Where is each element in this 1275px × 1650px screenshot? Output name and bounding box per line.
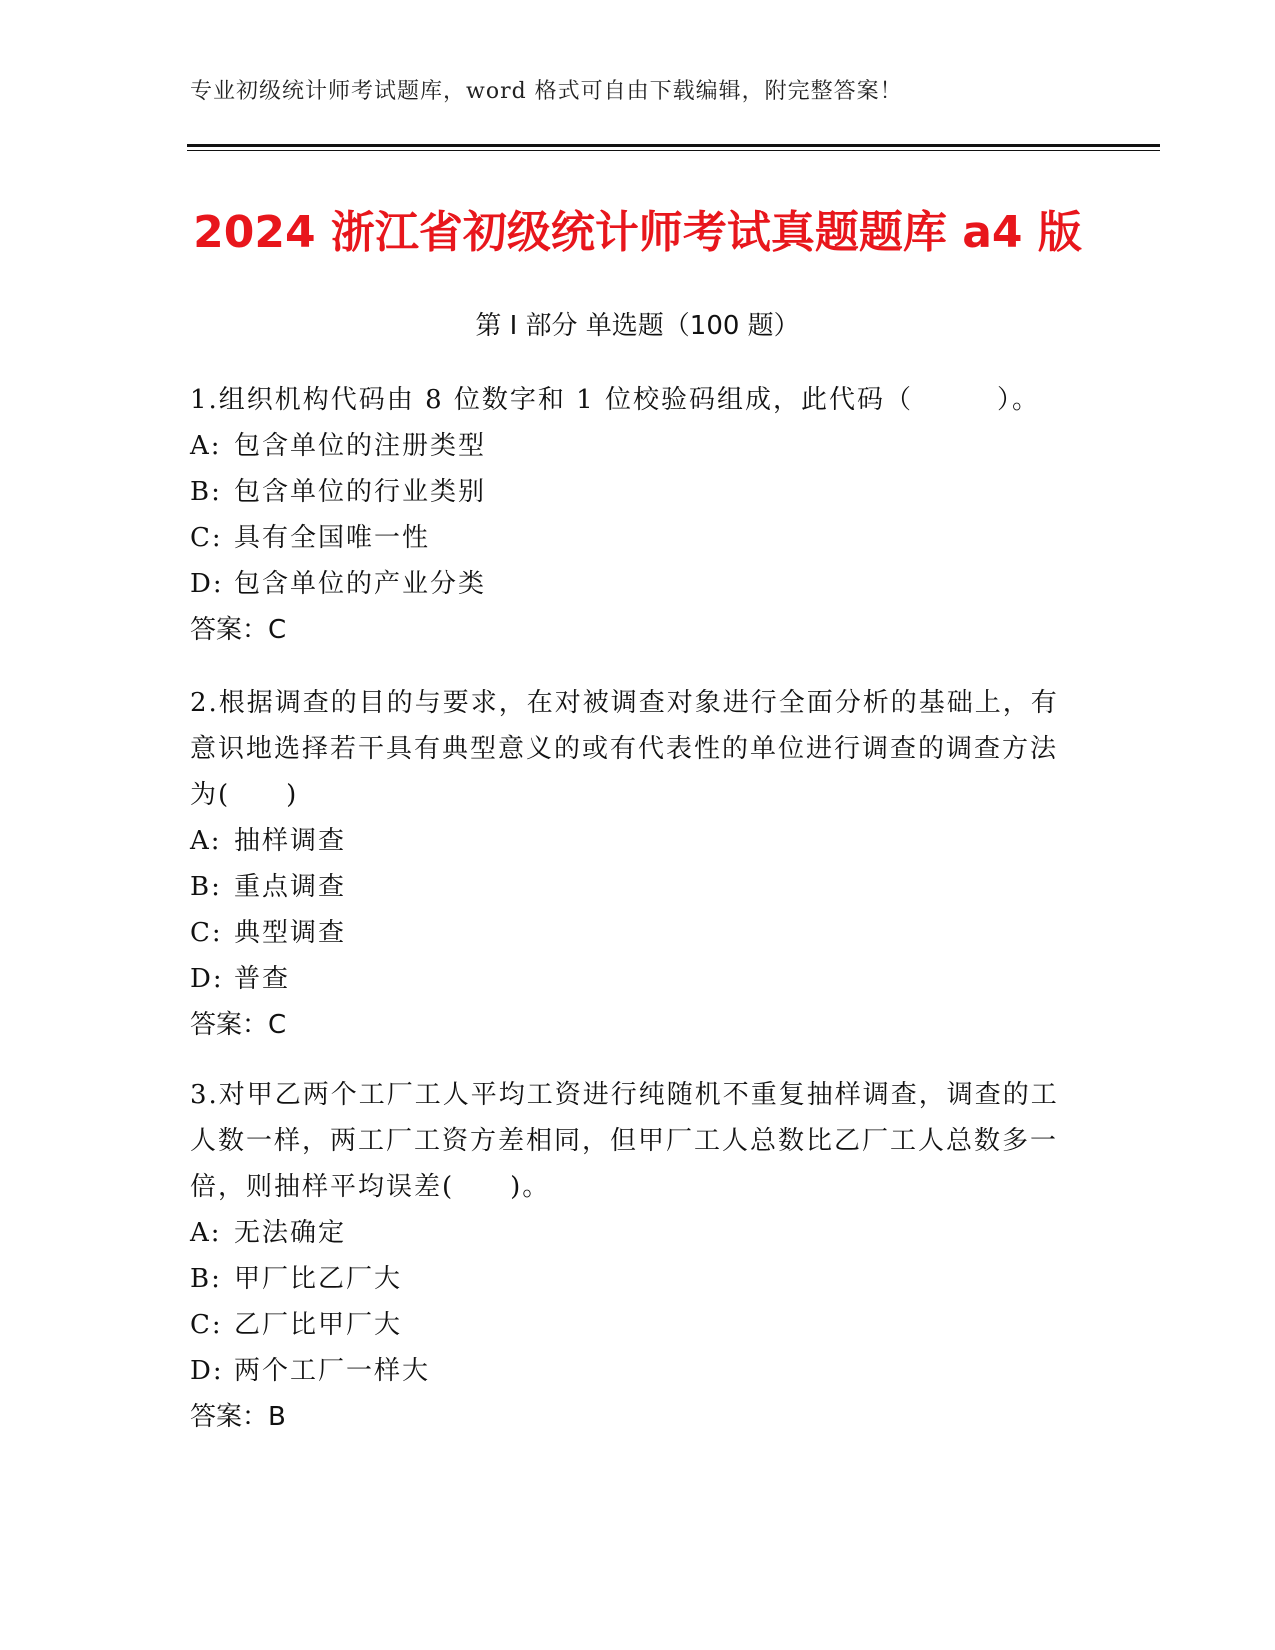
option-letter: C: xyxy=(190,523,223,553)
option-c xyxy=(190,910,1070,956)
option-a xyxy=(190,423,1070,469)
option-text: 重点调查 xyxy=(234,872,347,902)
header-rule-thick xyxy=(187,144,1160,147)
option-d xyxy=(190,1348,1070,1394)
option-text: 包含单位的产业分类 xyxy=(234,569,487,599)
question-stem: 1.组织机构代码由 8 位数字和 1 位校验码组成，此代码（ ）。 xyxy=(190,385,1040,415)
option-letter: B: xyxy=(190,477,222,507)
question-3 xyxy=(190,1072,1070,1440)
option-text: 无法确定 xyxy=(234,1218,347,1248)
option-b xyxy=(190,864,1070,910)
option-text: 乙厂比甲厂大 xyxy=(234,1310,403,1340)
option-d xyxy=(190,956,1070,1002)
question-2 xyxy=(190,680,1070,1048)
option-letter: D: xyxy=(190,569,224,599)
option-letter: B: xyxy=(190,872,222,902)
option-a xyxy=(190,818,1070,864)
option-text: 包含单位的行业类别 xyxy=(234,477,487,507)
section-title: 第 I 部分 单选题（100 题） xyxy=(475,311,800,341)
option-letter: C: xyxy=(190,1310,223,1340)
option-a xyxy=(190,1210,1070,1256)
option-text: 典型调查 xyxy=(234,918,347,948)
option-d xyxy=(190,561,1070,607)
answer: 答案：C xyxy=(190,615,287,645)
header-rule-thin xyxy=(187,150,1160,151)
document-title: 2024 浙江省初级统计师考试真题题库 a4 版 xyxy=(193,207,1082,258)
question-stem: 2.根据调查的目的与要求，在对被调查对象进行全面分析的基础上，有意识地选择若干具有典型意义的或有代表性的单位进行调查的调查方法为( ) xyxy=(190,688,1059,810)
header-note: 专业初级统计师考试题库，word 格式可自由下载编辑，附完整答案！ xyxy=(190,79,903,104)
answer: 答案：C xyxy=(190,1010,287,1040)
option-c xyxy=(190,1302,1070,1348)
question-1 xyxy=(190,377,1070,653)
option-text: 普查 xyxy=(234,964,291,994)
option-letter: A: xyxy=(190,1218,222,1248)
answer: 答案：B xyxy=(190,1402,286,1432)
option-letter: C: xyxy=(190,918,223,948)
option-letter: A: xyxy=(190,826,222,856)
question-stem: 3.对甲乙两个工厂工人平均工资进行纯随机不重复抽样调查，调查的工人数一样，两工厂工资方差相同，但甲厂工人总数比乙厂工人总数多一倍，则抽样平均误差( )。 xyxy=(190,1080,1059,1202)
option-text: 具有全国唯一性 xyxy=(234,523,431,553)
option-letter: A: xyxy=(190,431,222,461)
option-b xyxy=(190,469,1070,515)
option-letter: D: xyxy=(190,964,224,994)
option-letter: B: xyxy=(190,1264,222,1294)
option-text: 两个工厂一样大 xyxy=(234,1356,431,1386)
option-text: 甲厂比乙厂大 xyxy=(234,1264,403,1294)
option-c xyxy=(190,515,1070,561)
option-letter: D: xyxy=(190,1356,224,1386)
option-text: 包含单位的注册类型 xyxy=(234,431,487,461)
option-b xyxy=(190,1256,1070,1302)
option-text: 抽样调查 xyxy=(234,826,347,856)
